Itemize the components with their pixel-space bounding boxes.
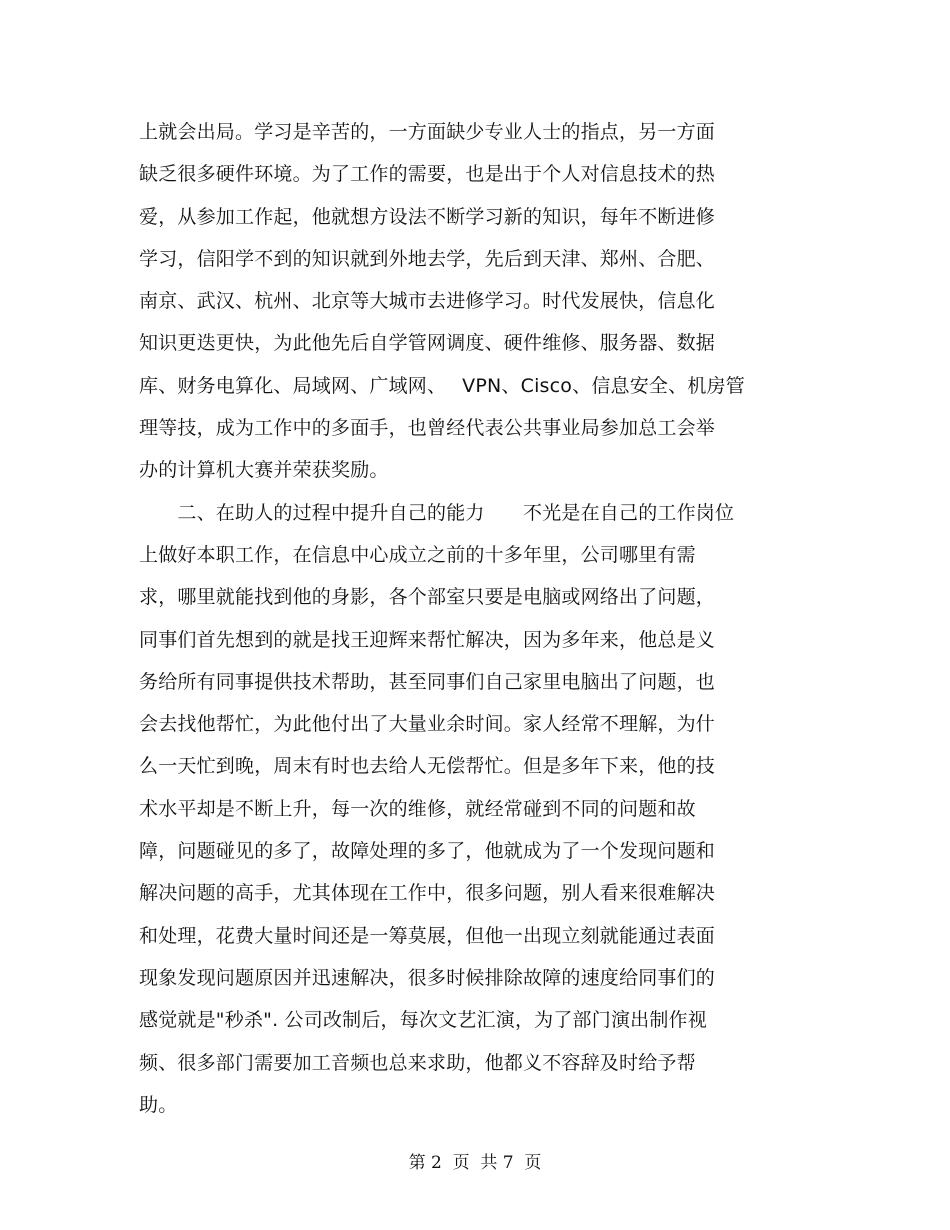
text-line: 现象发现问题原因并迅速解决，很多时候排除故障的速度给同事们的 — [139, 966, 716, 989]
text-line: 办的计算机大赛并荣获奖励。 — [139, 459, 389, 482]
text-line: 会去找他帮忙，为此他付出了大量业余时间。家人经常不理解，为什 — [139, 713, 716, 736]
text-line: 和处理，花费大量时间还是一筹莫展，但他一出现立刻就能通过表面 — [139, 924, 716, 947]
text-line: 频、很多部门需要加工音频也总来求助，他都义不容辞及时给予帮 — [139, 1051, 696, 1074]
text-line: 解决问题的高手，尤其体现在工作中，很多问题，别人看来很难解决 — [139, 882, 716, 905]
text-line: 缺乏很多硬件环境。为了工作的需要，也是出于个人对信息技术的热 — [139, 163, 716, 186]
text-line: 求，哪里就能找到他的身影，各个部室只要是电脑或网络出了问题， — [139, 586, 716, 609]
text-line: 学习，信阳学不到的知识就到外地去学，先后到天津、郑州、合肥、 — [139, 247, 716, 270]
text-line: 上就会出局。学习是辛苦的，一方面缺少专业人士的指点，另一方面 — [139, 121, 716, 143]
text-line: 理等技，成为工作中的多面手，也曾经代表公共事业局参加总工会举 — [139, 417, 716, 440]
text-line: 知识更迭更快，为此他先后自学管网调度、硬件维修、服务器、数据 — [139, 332, 716, 355]
text-line: 感觉就是"秒杀". 公司改制后，每次文艺汇演，为了部门演出制作视 — [139, 1009, 707, 1032]
text-line: 爱，从参加工作起，他就想方设法不断学习新的知识，每年不断进修 — [139, 205, 716, 228]
text-line: 障，问题碰见的多了，故障处理的多了，他就成为了一个发现问题和 — [139, 840, 716, 863]
text-line: 同事们首先想到的就是找王迎辉来帮忙解决，因为多年来，他总是义 — [139, 628, 716, 651]
text-line: 库、财务电算化、局域网、广域网、 VPN、Cisco、信息安全、机房管 — [139, 374, 745, 397]
text-line: 南京、武汉、杭州、北京等大城市去进修学习。时代发展快，信息化 — [139, 290, 716, 313]
page-number-footer: 第 2 页 共 7 页 — [408, 1153, 542, 1173]
text-line: 上做好本职工作，在信息中心成立之前的十多年里，公司哪里有需 — [139, 543, 696, 566]
body-text — [139, 111, 799, 1126]
text-line: 么一天忙到晚，周末有时也去给人无偿帮忙。但是多年下来，他的技 — [139, 755, 716, 778]
text-line: 术水平却是不断上升，每一次的维修，就经常碰到不同的问题和故 — [139, 797, 696, 820]
text-line: 务给所有同事提供技术帮助，甚至同事们自己家里电脑出了问题，也 — [139, 670, 716, 693]
text-line: 助。 — [139, 1093, 178, 1116]
section-heading-line: 二、在助人的过程中提升自己的能力 不光是在自己的工作岗位 — [139, 501, 735, 524]
